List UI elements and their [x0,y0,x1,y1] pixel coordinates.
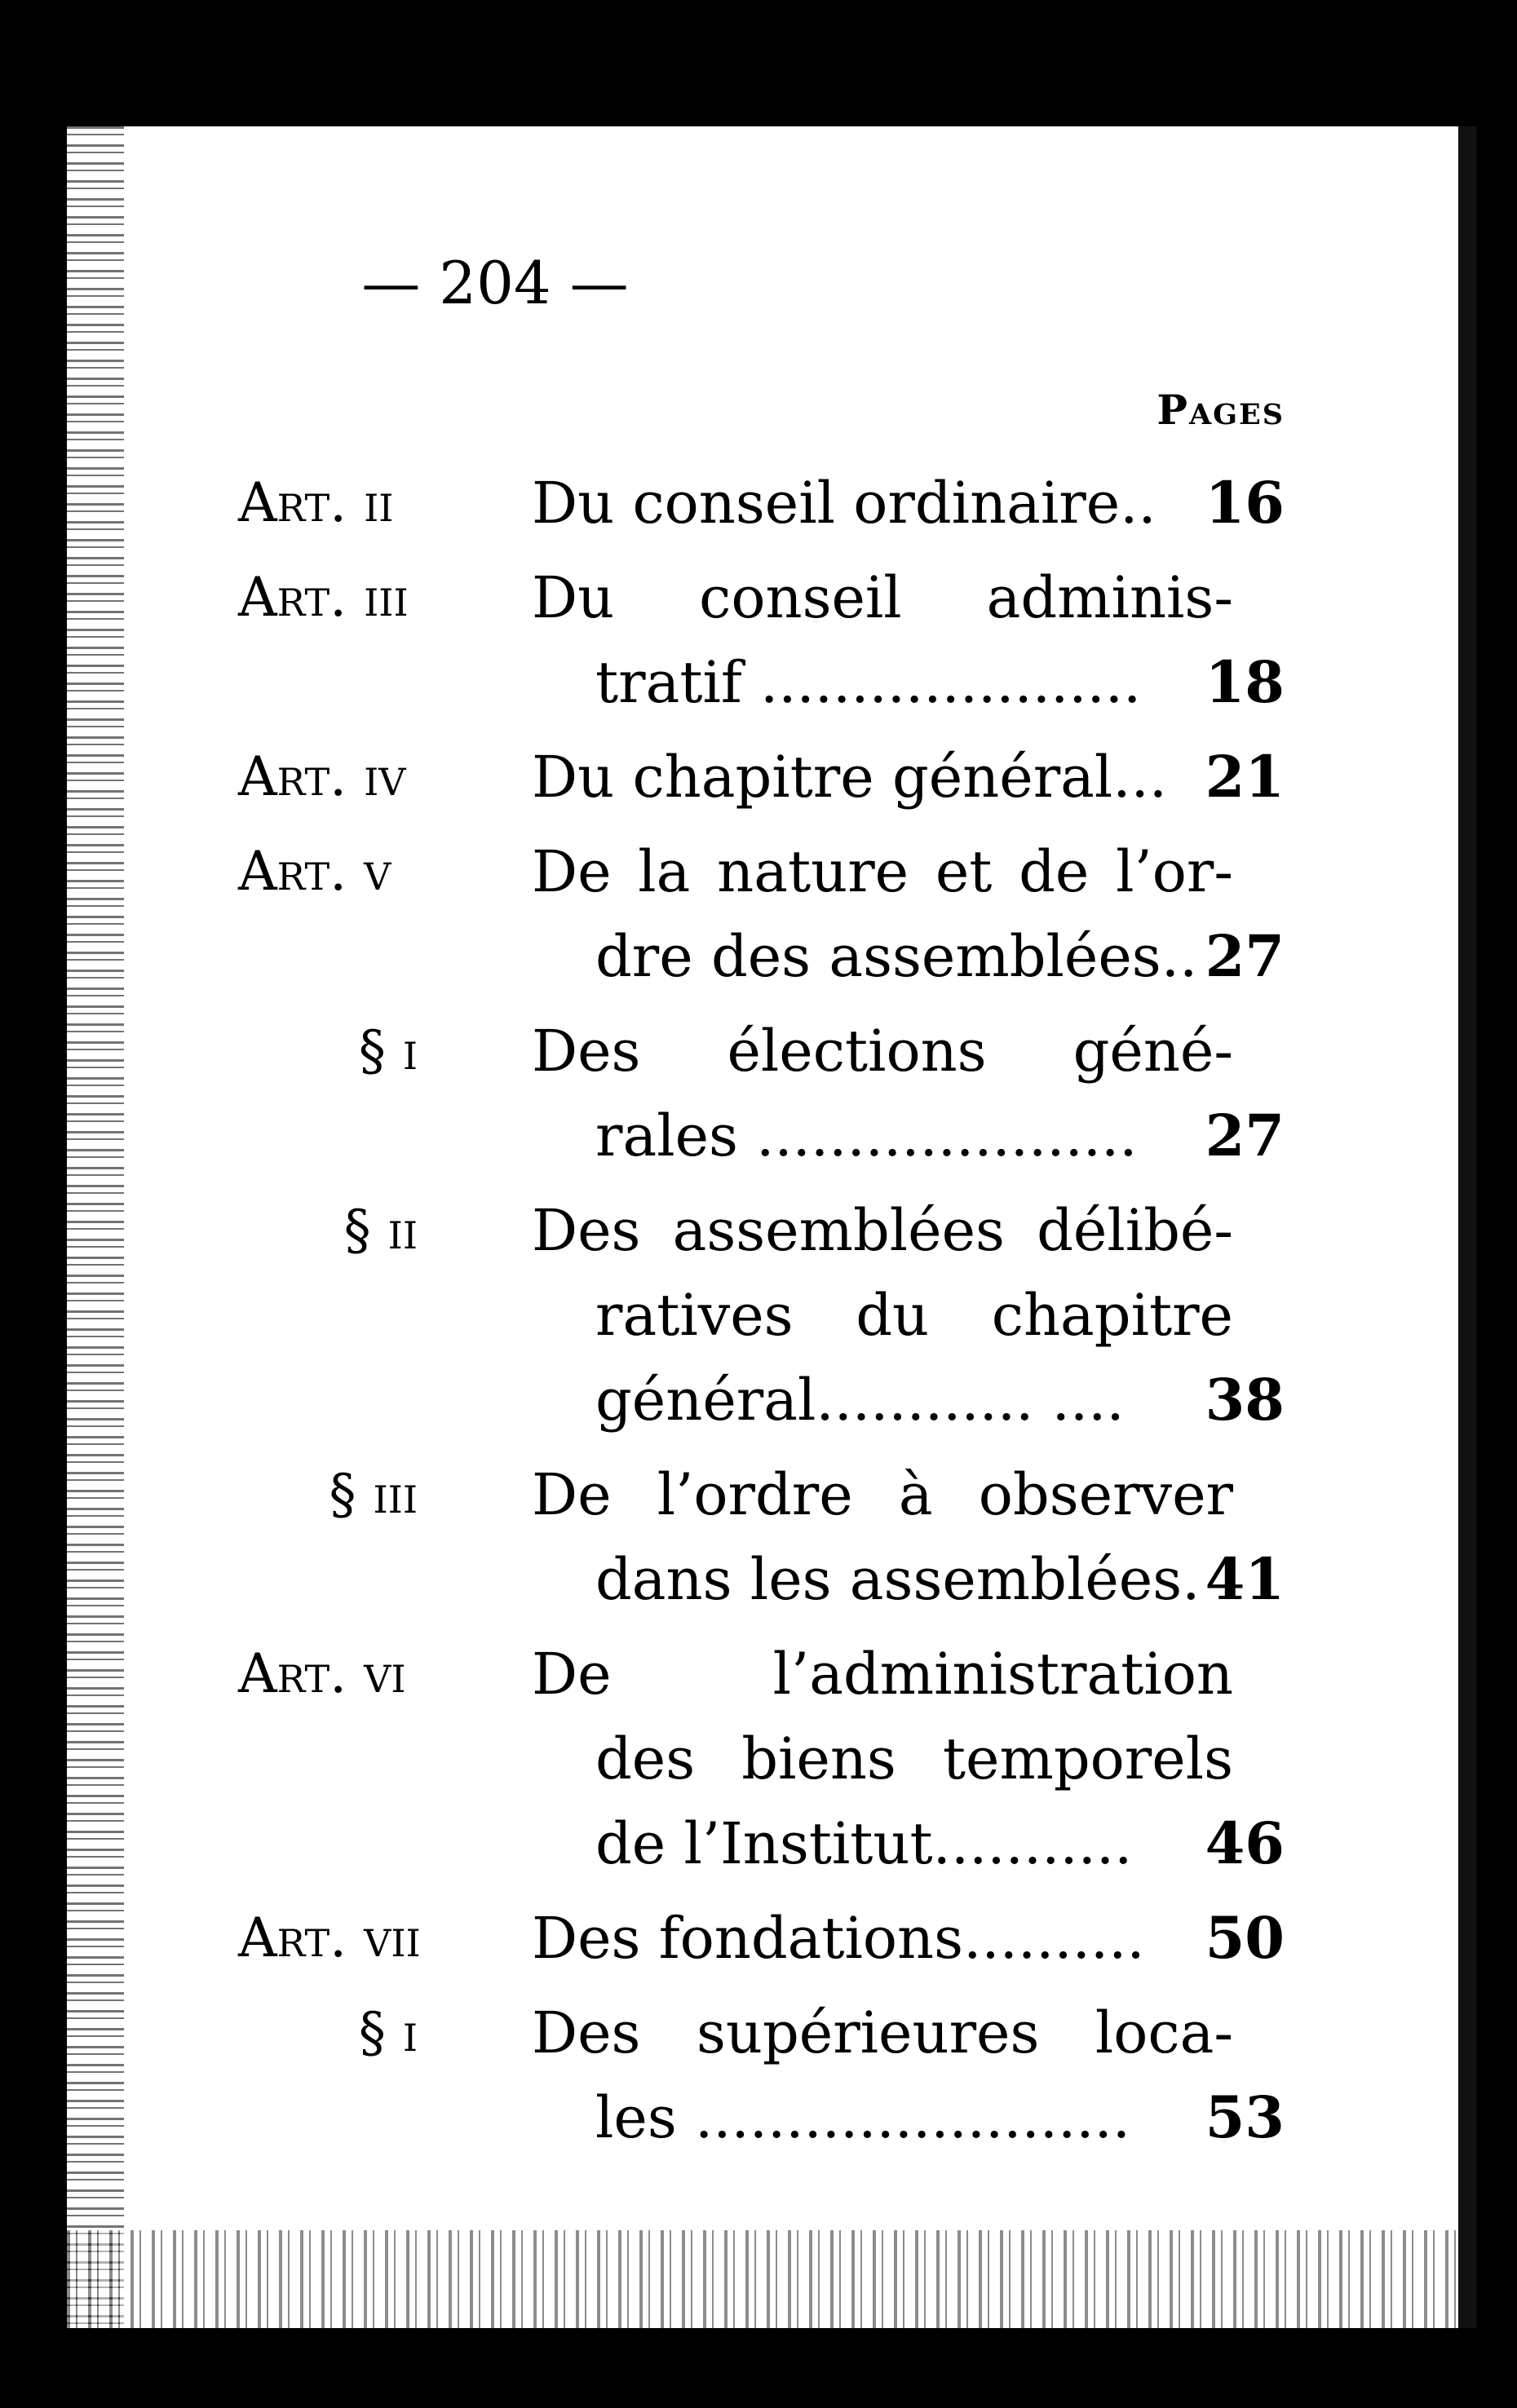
toc-entry-title-line: général............ .... [595,1367,1125,1434]
toc-entry-page-number: 16 [1205,469,1285,537]
toc-entry-page-number: 41 [1205,1545,1285,1613]
toc-entry-page-number: 50 [1205,1904,1285,1972]
toc-entry-page-number: 27 [1205,1102,1285,1169]
toc-entry [67,735,1476,820]
toc-entry-title [532,1188,1233,1443]
toc-entry [67,461,1476,546]
toc-entry-label: § i [358,1019,418,1082]
toc-entry-title-line: rales ..................... [595,1102,1138,1169]
toc-entry-title [532,735,1233,820]
toc-entry-title [532,1632,1233,1886]
toc-entry [67,1009,1476,1178]
toc-entry-title-line: dre des assemblées.. [595,923,1198,990]
toc-entry-title-line: des biens temporels [595,1725,1233,1792]
toc-entry [67,1188,1476,1443]
toc-entry-page-number: 53 [1205,2083,1285,2151]
table-of-contents [67,461,1476,2170]
page-number: — 204 — [361,249,629,317]
toc-entry-title-line: Des fondations.......... [532,1905,1145,1972]
toc-entry-page-number: 18 [1205,648,1285,716]
toc-entry-label: Art. vii [238,1907,421,1969]
toc-entry-title-line: tratif ..................... [595,649,1142,716]
toc-entry-title-line: De l’administration [532,1641,1233,1708]
toc-entry-label: Art. iii [238,566,409,629]
toc-entry-label: § ii [343,1199,418,1261]
toc-entry-label: Art. vi [238,1642,406,1705]
toc-entry [67,1452,1476,1622]
toc-entry-title-line: Du conseil ordinaire.. [532,470,1157,537]
toc-entry-label: § i [358,2001,418,2064]
toc-entry-label: Art. ii [238,471,394,534]
toc-entry-title-line: Des supérieures loca- [532,1999,1233,2066]
toc-entry-title-line: Du chapitre général... [532,744,1168,811]
toc-entry-label: Art. iv [238,745,406,808]
toc-entry-title [532,1990,1233,2160]
toc-entry [67,1896,1476,1981]
toc-entry-title [532,555,1233,725]
toc-entry-title [532,461,1233,546]
toc-entry-title-line: De l’ordre à observer [532,1461,1233,1528]
toc-entry-title-line: les ........................ [595,2084,1131,2151]
toc-entry-title-line: De la nature et de l’or- [532,838,1233,905]
scan-edge-bottom [67,2230,1476,2328]
toc-entry [67,1632,1476,1886]
toc-entry [67,1990,1476,2160]
toc-entry-title [532,1009,1233,1178]
toc-entry-title-line: ratives du chapitre [595,1282,1233,1349]
toc-entry-title [532,1452,1233,1622]
toc-entry-label: § iii [329,1463,418,1526]
toc-entry-label: Art. v [238,840,391,903]
toc-entry-title-line: Du conseil adminis- [532,564,1233,631]
toc-entry [67,829,1476,999]
toc-entry [67,555,1476,725]
toc-entry-title-line: dans les assemblées. [595,1546,1201,1613]
toc-entry-page-number: 27 [1205,922,1285,990]
toc-entry-title-line: Des élections géné- [532,1018,1233,1085]
toc-entry-page-number: 46 [1205,1809,1285,1877]
toc-entry-page-number: 21 [1205,743,1285,811]
toc-entry-title [532,829,1233,999]
toc-entry-title-line: de l’Institut........... [595,1810,1133,1877]
pages-column-header: Pages [1157,386,1285,434]
toc-entry-title [532,1896,1233,1981]
toc-entry-title-line: Des assemblées délibé- [532,1197,1233,1264]
toc-entry-page-number: 38 [1205,1366,1285,1434]
book-page [67,126,1476,2328]
